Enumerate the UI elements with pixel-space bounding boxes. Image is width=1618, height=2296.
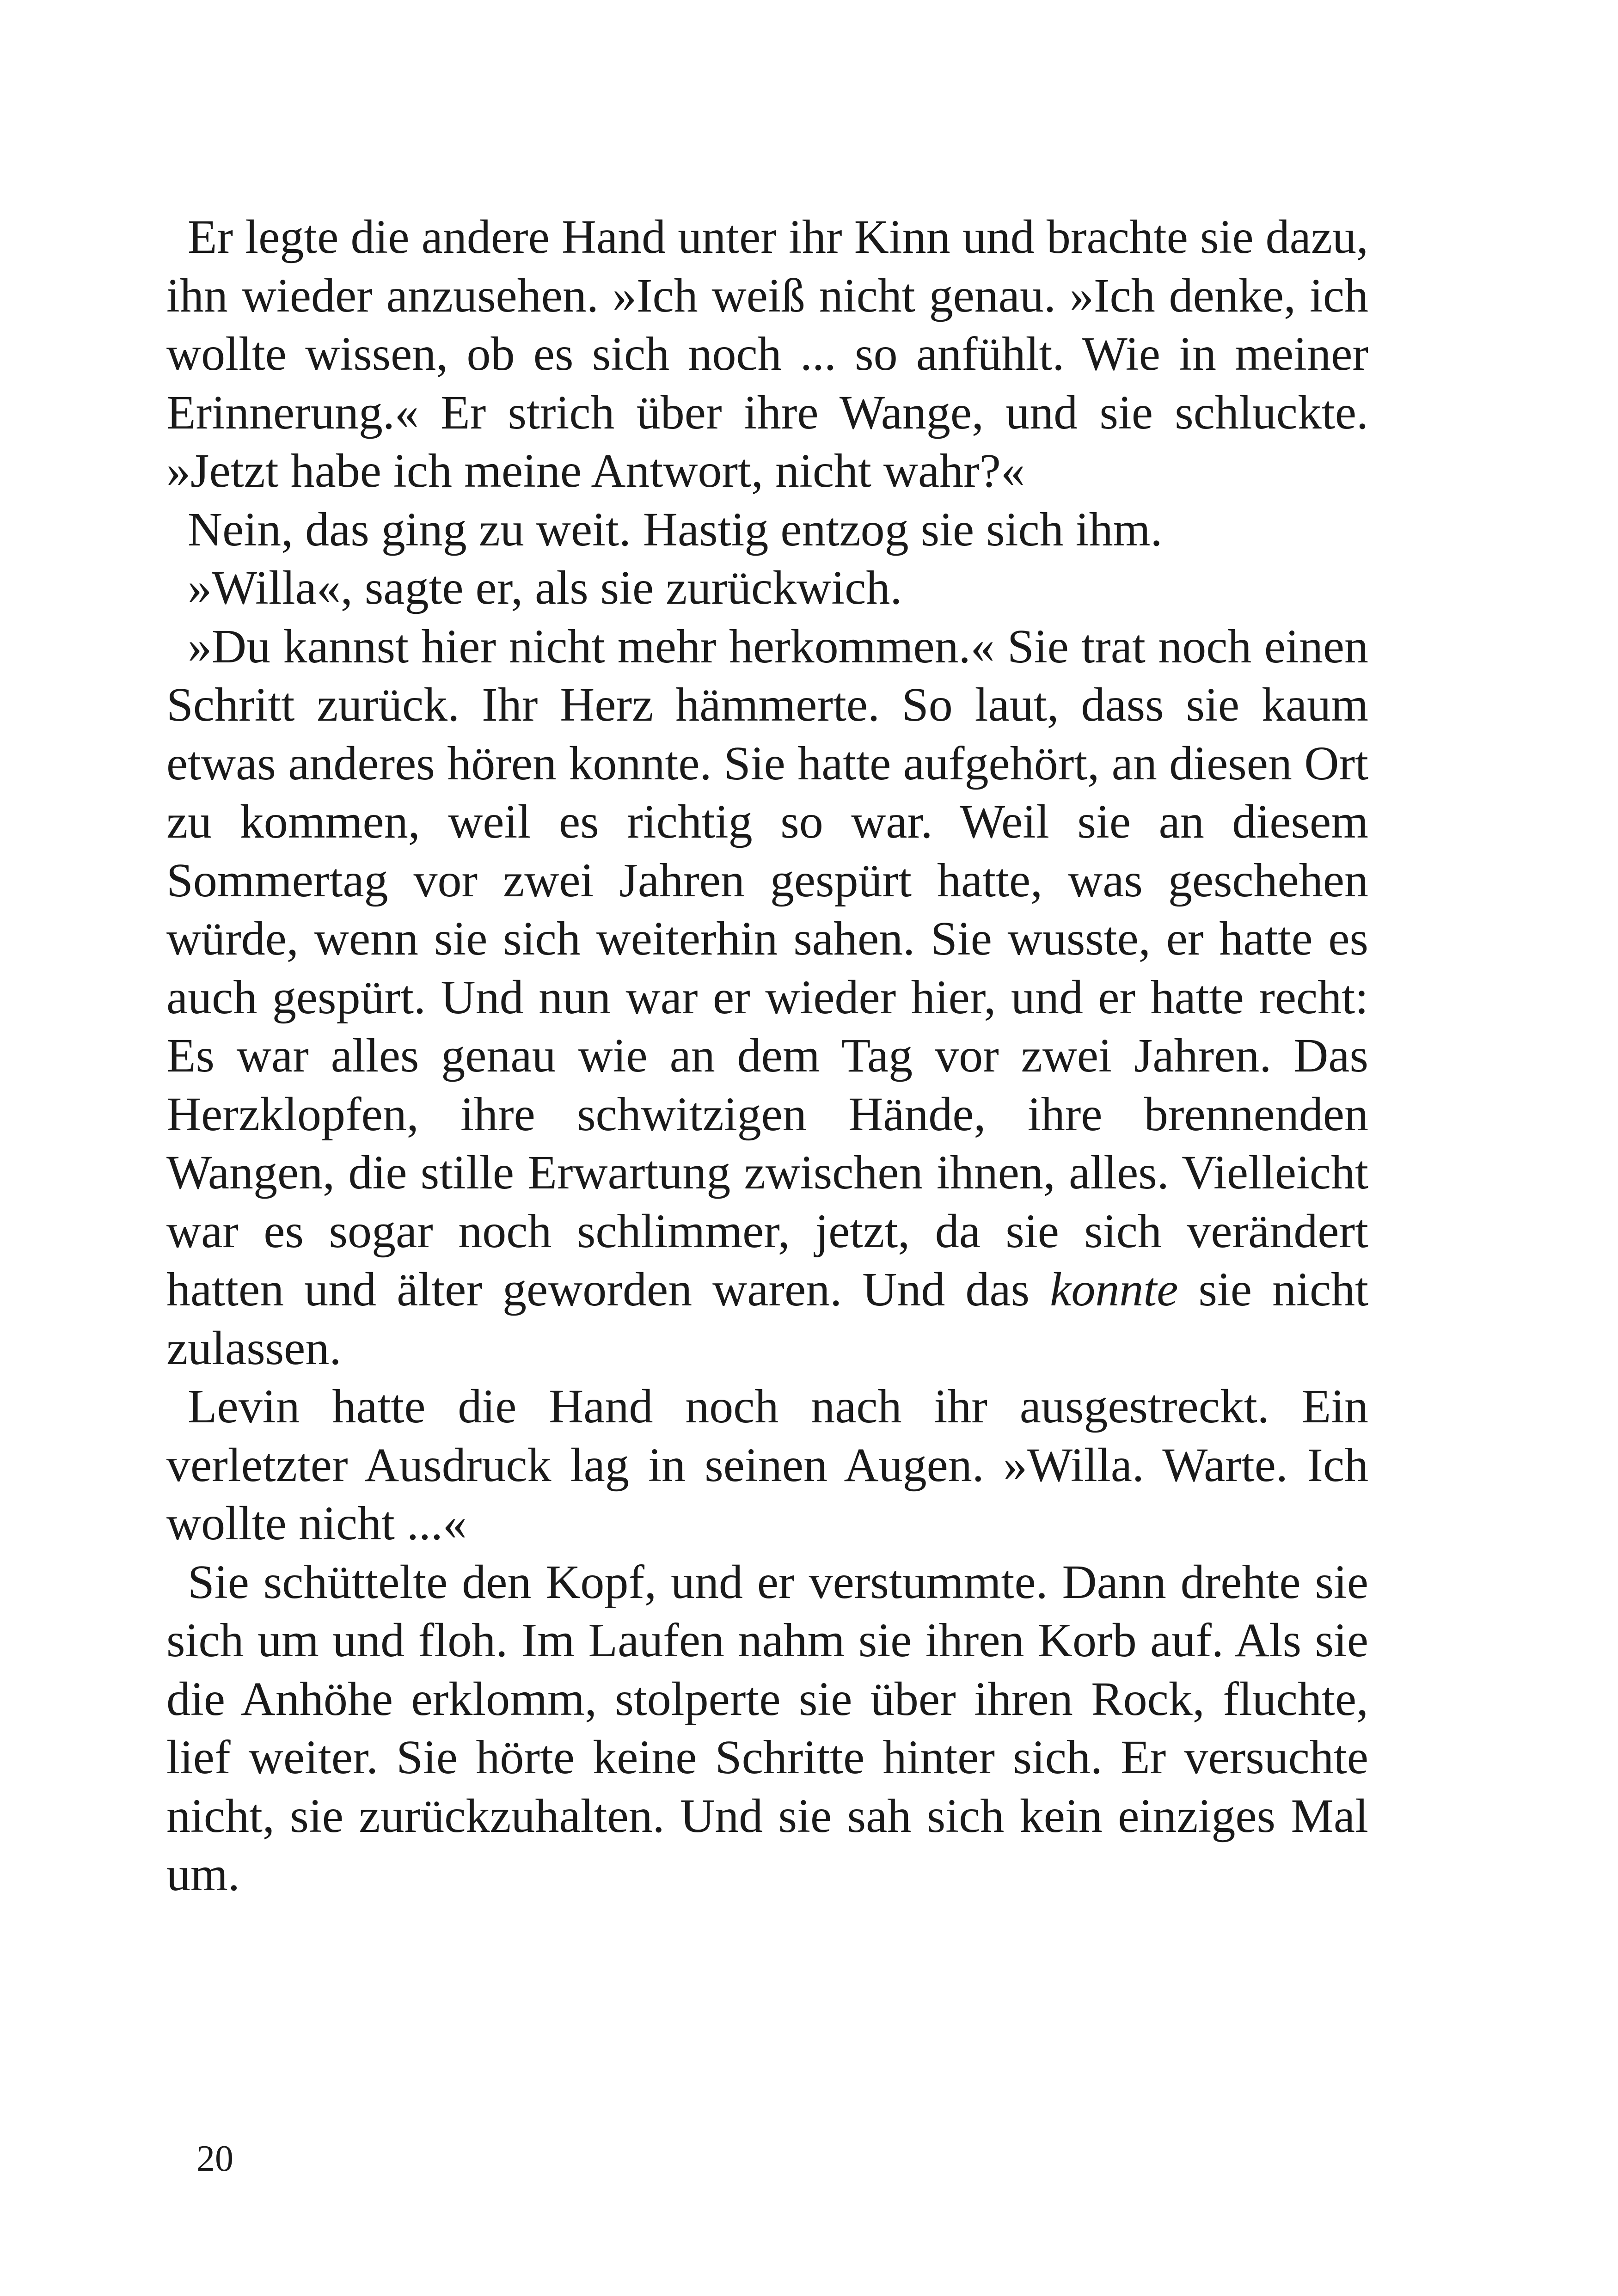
paragraph-5: Levin hatte die Hand noch nach ihr ausgestreckt. Ein verletzter Ausdruck lag in seinen Augen. »Willa. Warte. Ich wollte nicht ...« [166,1380,1368,1550]
paragraph-3: »Willa«, sagte er, als sie zurückwich. [188,561,902,614]
paragraph-4-text: »Du kannst hier nicht mehr herkommen.« Sie trat noch einen Schritt zurück. Ihr Herz hämmerte. So laut, dass sie kaum etwas anderes hören konnte. Sie hatte aufgehört, an diesen Ort zu kommen, weil es richtig so war. Weil sie an diesem Sommertag vor zwei Jahren gespürt hatte, was geschehen würde, wenn sie sich weiterhin sahen. Sie wusste, er hatte es auch gespürt. Und nun war er wieder hier, und er hatte recht: Es war alles genau wie an dem Tag vor zwei Jahren. Das Herzklopfen, ihre schwitzigen Hände, ihre brennenden Wangen, die stille Erwartung zwischen ihnen, alles. Vielleicht war es sogar noch schlimmer, jetzt, da sie sich verändert hatten und älter geworden waren. Und das [166,619,1368,1316]
paragraph-1: Er legte die andere Hand unter ihr Kinn und brachte sie dazu, ihn wieder anzusehen. »Ich weiß nicht genau. »Ich denke, ich wollte wissen, ob es sich noch ... so anfühlt. Wie in meiner Erinnerung.« Er strich über ihre Wange, und sie schluckte. »Jetzt habe ich meine Antwort, nicht wahr?« [166,210,1368,497]
paragraph-4 [166,618,1368,1378]
body-text [166,208,1368,1904]
paragraph-2: Nein, das ging zu weit. Hastig entzog sie sich ihm. [188,502,1163,556]
emphasized-word: konnte [1050,1263,1178,1316]
paragraph-6: Sie schüttelte den Kopf, und er verstummte. Dann drehte sie sich um und floh. Im Laufen nahm sie ihren Korb auf. Als sie die Anhöhe erklomm, stolperte sie über ihren Rock, fluchte, lief weiter. Sie hörte keine Schritte hinter sich. Er versuchte nicht, sie zurückzuhalten. Und sie sah sich kein einziges Mal um. [166,1555,1368,1901]
paragraph-4-tail: sie nicht zulassen. [166,1263,1369,1375]
page-number: 20 [196,2138,233,2179]
